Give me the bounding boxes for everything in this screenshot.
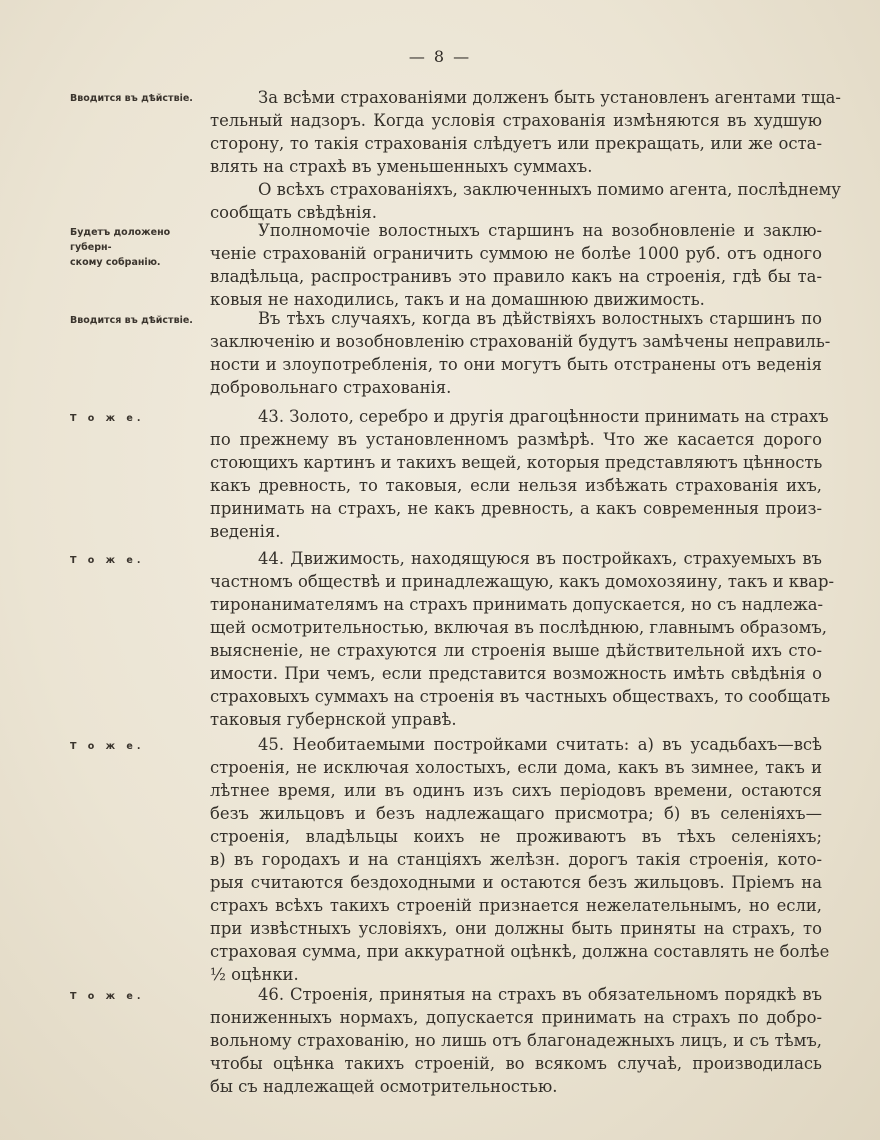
paragraph-44 <box>210 547 834 731</box>
text-line: частномъ обществѣ и принадлежащую, какъ домохозяину, такъ и квар- <box>210 572 834 591</box>
text-line: бы съ надлежащей осмотрительностью. <box>210 1077 558 1096</box>
paragraph-46 <box>210 983 822 1098</box>
text-line: тельный надзоръ. Когда условія страхованія измѣняются въ худшую <box>210 111 822 130</box>
text-line: сообщать свѣдѣнія. <box>210 203 377 222</box>
text-line: чтобы оцѣнка такихъ строеній, во всякомъ случаѣ, производилась <box>210 1054 822 1073</box>
margin-note-7: Т о ж е. <box>70 991 145 1002</box>
text-line: страховыхъ суммахъ на строенія въ частныхъ обществахъ, то сообщать <box>210 687 831 706</box>
text-line: в) въ городахъ и на станціяхъ желѣзн. дорогъ такія строенія, кото- <box>210 850 822 869</box>
text-line: вольному страхованію, но лишь отъ благонадежныхъ лицъ, и съ тѣмъ, <box>210 1031 822 1050</box>
text-line: лѣтнее время, или въ одинъ изъ сихъ періодовъ времени, остаются <box>210 781 822 800</box>
text-line: ½ оцѣнки. <box>210 965 299 984</box>
text-line: ковыя не находились, такъ и на домашнюю движимость. <box>210 290 705 309</box>
margin-note-3: Вводится въ дѣйствіе. <box>70 315 193 326</box>
text-line: владѣльца, распространивъ это правило какъ на строенія, гдѣ бы та- <box>210 267 822 286</box>
text-line: пониженныхъ нормахъ, допускается принимать на страхъ по добро- <box>210 1008 822 1027</box>
text-line: влять на страхѣ въ уменьшенныхъ суммахъ. <box>210 157 593 176</box>
paragraph-45 <box>210 733 830 986</box>
text-line: ченіе страхованій ограничить суммою не болѣе 1000 руб. отъ одного <box>210 244 822 263</box>
text-line: принимать на страхъ, не какъ древность, а какъ современныя произ- <box>210 499 822 518</box>
text-line: добровольнаго страхованія. <box>210 378 452 397</box>
text-line: таковыя губернской управѣ. <box>210 710 457 729</box>
margin-note-5: Т о ж е. <box>70 555 145 566</box>
paragraph-4 <box>210 307 831 399</box>
text-line: щей осмотрительностью, включая въ послѣднюю, главнымъ образомъ, <box>210 618 827 637</box>
text-line: 44. Движимость, находящуюся въ постройкахъ, страхуемыхъ въ <box>258 549 822 568</box>
text-line: тиронанимателямъ на страхъ принимать допускается, но съ надлежа- <box>210 595 824 614</box>
paragraph-1 <box>210 86 841 178</box>
text-line: 43. Золото, серебро и другія драгоцѣнности принимать на страхъ <box>258 407 829 426</box>
text-line: О всѣхъ страхованіяхъ, заключенныхъ помимо агента, послѣднему <box>258 180 841 199</box>
text-line: веденія. <box>210 522 281 541</box>
text-line: За всѣми страхованіями долженъ быть установленъ агентами тща- <box>258 88 841 107</box>
text-line: строенія, не исключая холостыхъ, если дома, какъ въ зимнее, такъ и <box>210 758 822 777</box>
text-line: по прежнему въ установленномъ размѣрѣ. Что же касается дорого <box>210 430 822 449</box>
text-line: сторону, то такія страхованія слѣдуетъ или прекращать, или же оста- <box>210 134 822 153</box>
margin-note-6: Т о ж е. <box>70 741 145 752</box>
margin-note-4: Т о ж е. <box>70 413 145 424</box>
text-line: ности и злоупотребленія, то они могутъ быть отстранены отъ веденія <box>210 355 822 374</box>
text-line: безъ жильцовъ и безъ надлежащаго присмотра; б) въ селеніяхъ— <box>210 804 822 823</box>
text-line: страхъ всѣхъ такихъ строеній признается нежелательнымъ, но если, <box>210 896 822 915</box>
paragraph-2 <box>210 178 841 224</box>
text-line: Уполномочіе волостныхъ старшинъ на возобновленіе и заклю- <box>258 221 822 240</box>
text-line: стоющихъ картинъ и такихъ вещей, которыя представляютъ цѣнность <box>210 453 823 472</box>
margin-note-2: Будетъ доложено губерн- скому собранію. <box>70 227 171 268</box>
page-number: — 8 — <box>408 47 472 66</box>
paragraph-43 <box>210 405 829 543</box>
text-line: 45. Необитаемыми постройками считать: а) въ усадьбахъ—всѣ <box>258 735 822 754</box>
text-line: при извѣстныхъ условіяхъ, они должны быть приняты на страхъ, то <box>210 919 822 938</box>
text-line: рыя считаются бездоходными и остаются безъ жильцовъ. Пріемъ на <box>210 873 822 892</box>
margin-note-1: Вводится въ дѣйствіе. <box>70 93 193 104</box>
text-line: имости. При чемъ, если представится возможность имѣть свѣдѣнія о <box>210 664 822 683</box>
text-line: 46. Строенія, принятыя на страхъ въ обязательномъ порядкѣ въ <box>258 985 822 1004</box>
text-line: строенія, владѣльцы коихъ не проживаютъ въ тѣхъ селеніяхъ; <box>210 827 822 846</box>
text-line: выясненіе, не страхуются ли строенія выше дѣйствительной ихъ сто- <box>210 641 822 660</box>
text-line: Въ тѣхъ случаяхъ, когда въ дѣйствіяхъ волостныхъ старшинъ по <box>258 309 822 328</box>
paragraph-3 <box>210 219 822 311</box>
text-line: страховая сумма, при аккуратной оцѣнкѣ, должна составлять не болѣе <box>210 942 830 961</box>
text-line: заключенію и возобновленію страхованій будутъ замѣчены неправиль- <box>210 332 831 351</box>
text-line: какъ древность, то таковыя, если нельзя избѣжать страхованія ихъ, <box>210 476 822 495</box>
